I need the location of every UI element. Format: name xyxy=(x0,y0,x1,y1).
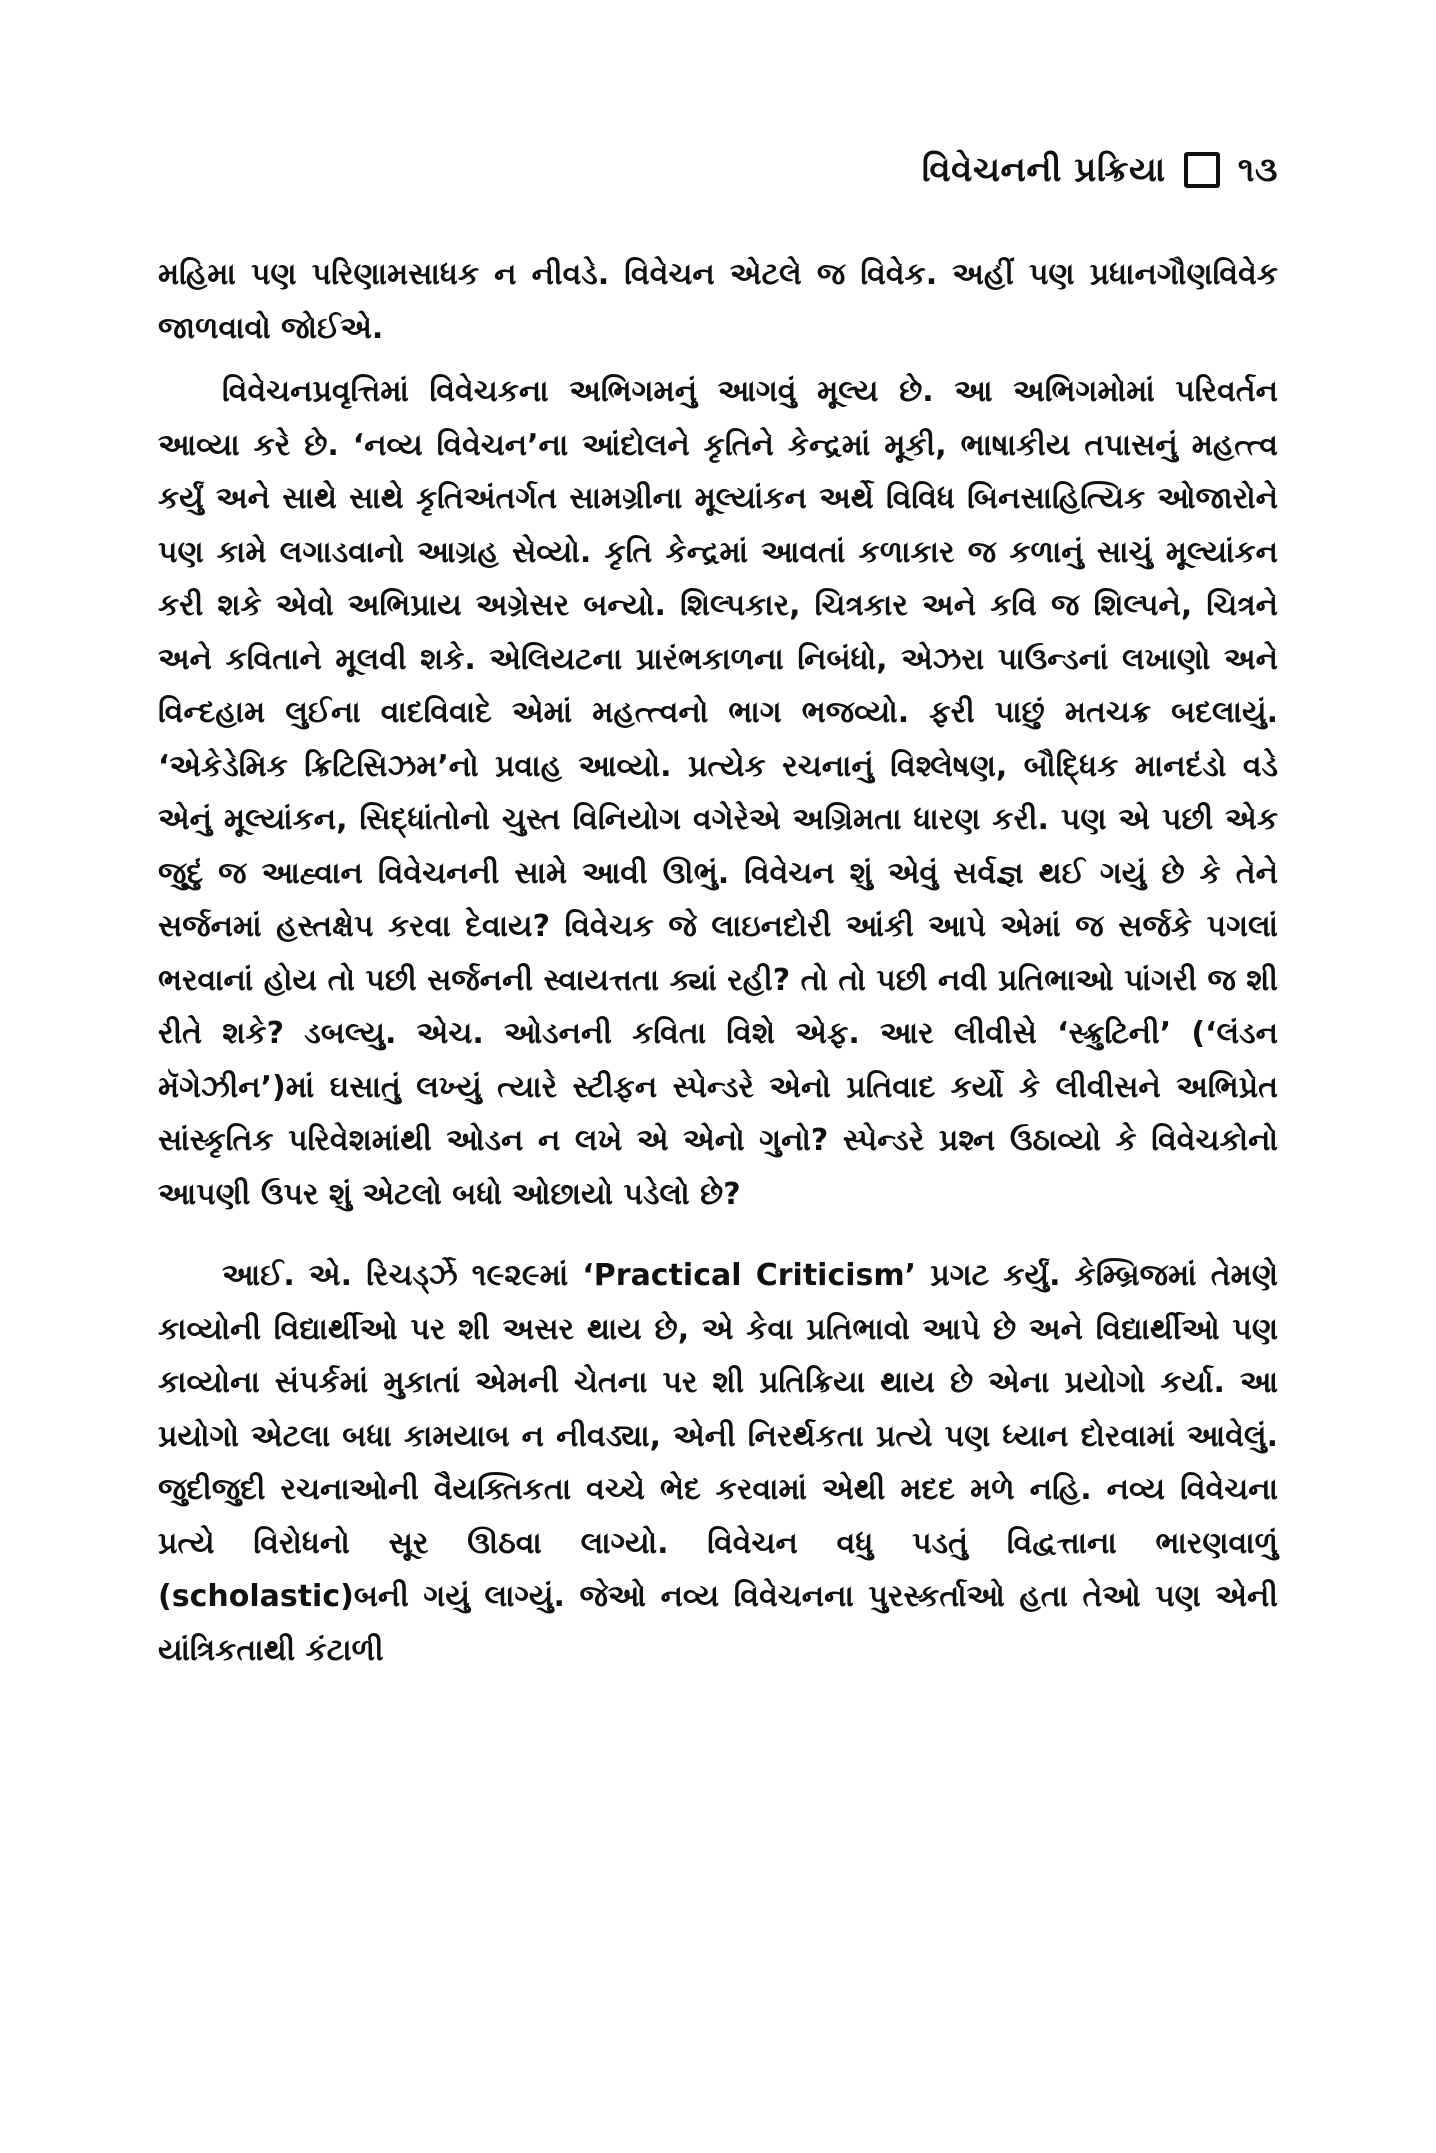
paragraph-critic-approach: વિવેચનપ્રવૃત્તિમાં વિવેચકના અભિગમનું આગવું મૂલ્ય છે. આ અભિગમોમાં પરિવર્તન આવ્યા કરે છે. ‘નવ્ય વિવેચન’ના આંદોલને કૃતિને કેન્દ્રમાં મૂકી, ભાષાકીય તપાસનું મહત્ત્વ કર્યું અને સાથે સાથે કૃતિઅંતર્ગત સામગ્રીના મૂલ્યાંકન અર્થે વિવિધ બિનસાહિત્યિક ઓજારોને પણ કામે લગાડવાનો આગ્રહ સેવ્યો. કૃતિ કેન્દ્રમાં આવતાં કળાકાર જ કળાનું સાચું મૂલ્યાંકન કરી શકે એવો અભિપ્રાય અગ્રેસર બન્યો. શિલ્પકાર, ચિત્રકાર અને કવિ જ શિલ્પને, ચિત્રને અને કવિતાને મૂલવી શકે. એલિયટના પ્રારંભકાળના નિબંધો, એઝરા પાઉન્ડનાં લખાણો અને વિન્દહામ લુઈના વાદવિવાદે એમાં મહત્ત્વનો ભાગ ભજવ્યો. ફરી પાછું મતચક્ર બદલાયું. ‘એકેડેમિક ક્રિટિસિઝમ’નો પ્રવાહ આવ્યો. પ્રત્યેક રચનાનું વિશ્લેષણ, બૌદ્ધિક માનદંડો વડે એનું મૂલ્યાંકન, સિદ્ધાંતોનો ચુસ્ત વિનિયોગ વગેરેએ અગ્રિમતા ધારણ કરી. પણ એ પછી એક જુદું જ આહ્વાન વિવેચનની સામે આવી ઊભું. વિવેચન શું એવું સર્વજ્ઞ થઈ ગયું છે કે તેને સર્જનમાં હસ્તક્ષેપ કરવા દેવાય? વિવેચક જે લાઇનદોરી આંકી આપે એમાં જ સર્જકે પગલાં ભરવાનાં હોય તો પછી સર્જનની સ્વાયત્તતા ક્યાં રહી? તો તો પછી નવી પ્રતિભાઓ પાંગરી જ શી રીતે શકે? ડબલ્યુ. એચ. ઓડનની કવિતા વિશે એફ. આર લીવીસે ‘સ્ક્રુટિની’ (‘લંડન મૅગેઝીન’)માં ઘસાતું લખ્યું ત્યારે સ્ટીફન સ્પેન્ડરે એનો પ્રતિવાદ કર્યો કે લીવીસને અભિપ્રેત સાંસ્કૃતિક પરિવેશમાંથી ઓડન ન લખે એ એનો ગુનો? સ્પેન્ડરે પ્રશ્ન ઉઠાવ્યો કે વિવેચકોનો આપણી ઉપર શું એટલો બધો ઓછાયો પડેલો છે? xyxy=(158,374,1278,1212)
square-box-icon xyxy=(1184,152,1220,188)
running-title: વિવેચનની પ્રક્રિયા xyxy=(921,150,1166,190)
paragraph-continued: મહિમા પણ પરિણામસાધક ન નીવડે. વિવેચન એટલે જ વિવેક. અહીં પણ પ્રધાનગૌણવિવેક જાળવાવો જોઈએ. xyxy=(158,257,1278,346)
body-text xyxy=(158,248,1278,1677)
page-number: ૧૩ xyxy=(1237,150,1278,190)
running-head xyxy=(922,150,1278,190)
paragraph-practical-criticism: આઈ. એ. રિચર્ડ્ઝે ૧૯૨૯માં ‘Practical Criticism’ પ્રગટ કર્યું. કેમ્બ્રિજમાં તેમણે કાવ્યોની વિદ્યાર્થીઓ પર શી અસર થાય છે, એ કેવા પ્રતિભાવો આપે છે અને વિદ્યાર્થીઓ પણ કાવ્યોના સંપર્કમાં મુકાતાં એમની ચેતના પર શી પ્રતિક્રિયા થાય છે એના પ્રયોગો કર્યા. આ પ્રયોગો એટલા બધા કામયાબ ન નીવડ્યા, એની નિરર્થકતા પ્રત્યે પણ ધ્યાન દોરવામાં આવેલું. જુદીજુદી રચનાઓની વૈયક્તિકતા વચ્ચે ભેદ કરવામાં એથી મદદ મળે નહિ. નવ્ય વિવેચના પ્રત્યે વિરોધનો સૂર ઊઠવા લાગ્યો. વિવેચન વધુ પડતું વિદ્વત્તાના ભારણવાળું (scholastic)બની ગયું લાગ્યું. જેઓ નવ્ય વિવેચનના પુરસ્કર્તાઓ હતા તેઓ પણ એની યાંત્રિકતાથી કંટાળી xyxy=(158,1258,1278,1668)
